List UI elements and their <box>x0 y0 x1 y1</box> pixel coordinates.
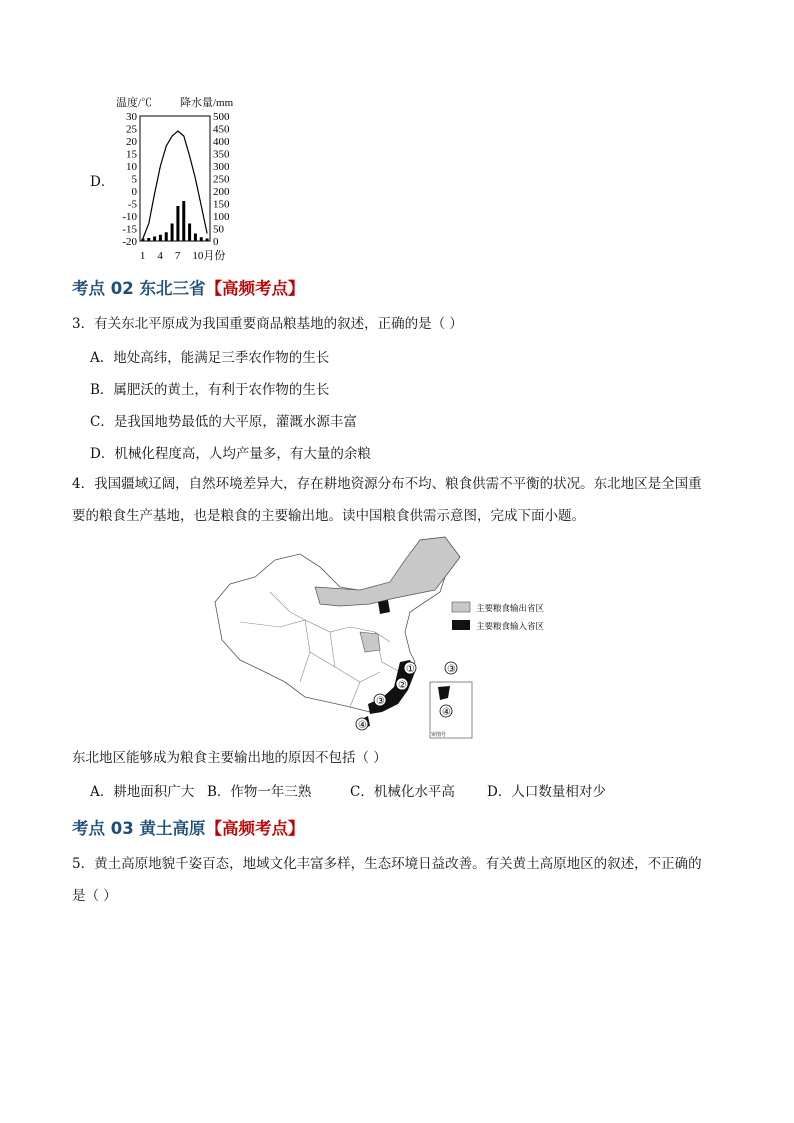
marker-1-label: ① <box>406 664 415 675</box>
q3-option-c[interactable]: C．是我国地势最低的大平原，灌溉水源丰富 <box>90 414 357 430</box>
precip-tick-label: 300 <box>213 161 230 173</box>
precip-bar <box>206 239 209 242</box>
precip-tick-label: 50 <box>213 223 224 236</box>
temp-tick-label: 25 <box>126 123 137 136</box>
precip-bar <box>194 234 197 242</box>
precip-tick-label: 500 <box>213 111 230 123</box>
precip-bar <box>176 206 179 241</box>
precip-bar <box>141 239 144 242</box>
plot-frame <box>140 116 210 241</box>
precip-tick-label: 350 <box>213 148 230 161</box>
temp-tick-label: 30 <box>126 111 137 123</box>
inset-marker-3-label: ③ <box>447 664 456 675</box>
temperature-curve <box>143 131 207 239</box>
legend-export-label: 主要粮食输出省区 <box>476 604 545 614</box>
legend-import-label: 主要粮食输入省区 <box>476 622 545 632</box>
marker-2-label: ② <box>398 680 407 691</box>
precip-bar <box>182 201 185 241</box>
q4-option-d[interactable]: D．人口数量相对少 <box>487 784 606 800</box>
q4-option-b[interactable]: B．作物一年三熟 <box>207 784 312 800</box>
precip-tick-label: 100 <box>213 211 230 223</box>
map-approval-note: 审图号 <box>431 732 447 738</box>
precip-bar <box>200 237 203 241</box>
precip-bar <box>171 224 174 242</box>
legend-import-swatch <box>452 620 470 630</box>
question-4-stem-line1: 4．我国疆域辽阔，自然环境差异大，存在耕地资源分布不均、粮食供需不平衡的状况。东北地区是全国重 <box>72 476 702 492</box>
temp-tick-label: 15 <box>126 148 137 161</box>
precip-bar <box>153 237 156 242</box>
month-tick-label: 7 <box>174 250 181 262</box>
question-4-stem-line2: 要的粮食生产基地，也是粮食的主要输出地。读中国粮食供需示意图，完成下面小题。 <box>72 508 585 524</box>
precip-tick-label: 400 <box>213 136 230 148</box>
temp-tick-label: 20 <box>126 136 137 148</box>
temperature-axis-title: 温度/℃ <box>116 97 153 109</box>
temp-tick-label: 0 <box>131 186 137 198</box>
high-frequency-tag: 【高频考点】 <box>205 279 305 298</box>
climate-chart <box>100 106 250 266</box>
precip-tick-label: 450 <box>213 123 230 136</box>
month-tick-label: 10月份 <box>192 250 226 262</box>
temp-tick-label: 5 <box>131 173 137 186</box>
q4-option-c[interactable]: C．机械化水平高 <box>350 784 455 800</box>
temperature-ticks <box>122 111 137 248</box>
inset-marker-4-label: ④ <box>442 707 451 718</box>
precip-bar <box>188 224 191 242</box>
month-tick-label: 4 <box>157 250 163 262</box>
precip-tick-label: 0 <box>213 236 219 248</box>
question-4-substem: 东北地区能够成为粮食主要输出地的原因不包括（ ） <box>72 750 387 766</box>
high-frequency-tag: 【高频考点】 <box>205 819 305 838</box>
marker-4-label: ④ <box>358 720 367 731</box>
precip-tick-label: 200 <box>213 186 230 198</box>
temp-tick-label: 10 <box>126 161 137 173</box>
section-heading-03 <box>72 815 304 839</box>
precipitation-ticks <box>213 111 230 248</box>
beijing-import-region <box>378 600 390 614</box>
temp-tick-label: -20 <box>122 236 137 248</box>
question-5-stem-line2: 是（ ） <box>72 888 117 904</box>
option-d-label: D． <box>90 174 115 190</box>
northeast-export-region <box>315 537 460 606</box>
precip-tick-label: 250 <box>213 173 230 186</box>
precip-tick-label: 150 <box>213 198 230 211</box>
month-ticks <box>140 249 226 262</box>
precip-bar <box>165 232 168 241</box>
question-3-stem: 3．有关东北平原成为我国重要商品粮基地的叙述，正确的是（ ） <box>72 316 463 332</box>
q3-option-a[interactable]: A．地处高纬，能满足三季农作物的生长 <box>90 350 330 366</box>
question-5-stem-line1: 5．黄土高原地貌千姿百态，地域文化丰富多样，生态环境日益改善。有关黄土高原地区的叙述，不正确的 <box>72 856 702 872</box>
section-heading-02 <box>72 275 304 299</box>
legend-export-swatch <box>452 602 470 612</box>
marker-3-label: ③ <box>376 696 385 707</box>
temp-tick-label: -5 <box>127 198 137 211</box>
precip-bar <box>159 235 162 241</box>
q4-option-a[interactable]: A．耕地面积广大 <box>90 784 195 800</box>
month-tick-label: 1 <box>139 250 146 262</box>
precipitation-axis-title: 降水量/mm <box>180 97 234 109</box>
section-title: 考点 03 黄土高原 <box>72 819 206 838</box>
q3-option-b[interactable]: B．属肥沃的黄土，有利于农作物的生长 <box>90 382 330 398</box>
precip-bar <box>147 238 150 241</box>
section-title: 考点 02 东北三省 <box>72 279 206 298</box>
q3-option-d[interactable]: D．机械化程度高，人均产量多，有大量的余粮 <box>90 446 371 462</box>
temp-tick-label: -15 <box>122 223 137 236</box>
temp-tick-label: -10 <box>122 211 137 223</box>
china-grain-map <box>210 532 590 742</box>
